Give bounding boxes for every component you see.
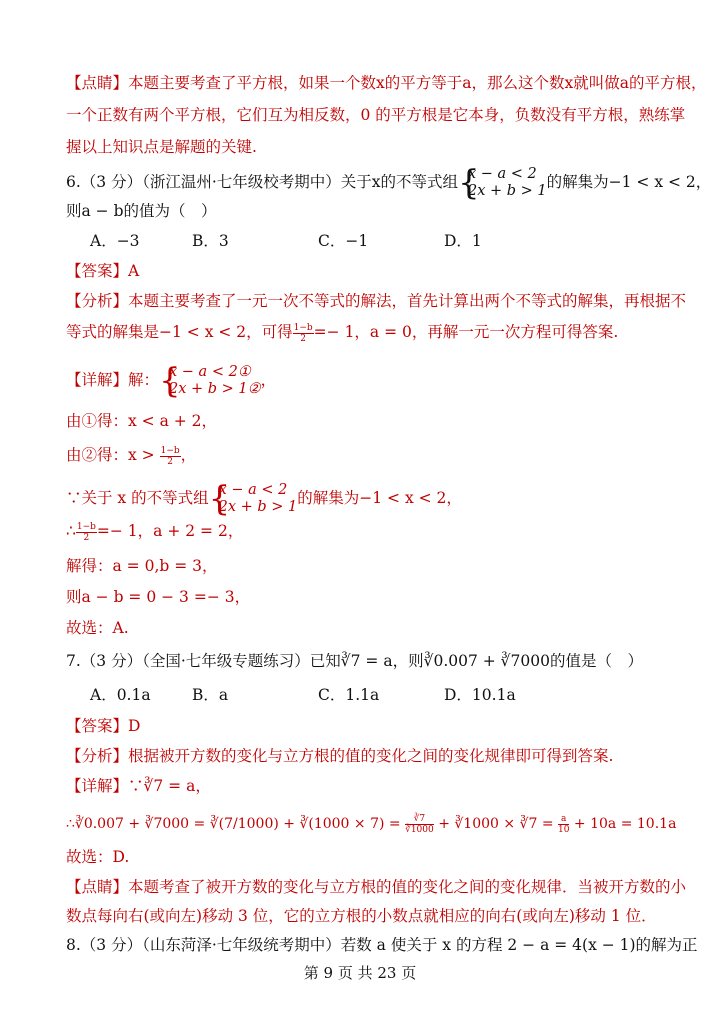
q6-answer: 【答案】A (66, 262, 140, 280)
q6-step4-post: =− 1，a + 2 = 2， (96, 522, 244, 540)
q6-step3-row2: 2x + b > 1 (218, 499, 298, 515)
q6-option-b: B．3 (192, 232, 229, 250)
q7-calc-frac1 (405, 814, 434, 835)
q6-step2-frac-den: 2 (167, 456, 173, 467)
q6-step2-post: ， (180, 446, 197, 464)
q6-detail-comma: ， (260, 371, 277, 389)
q6-analysis-fraction (293, 323, 314, 344)
q7-option-c: C．1.1a (318, 686, 380, 704)
q7-calc-post: + 10a = 10.1a (573, 816, 677, 832)
q6-step6: 则a − b = 0 − 3 =− 3， (66, 588, 251, 606)
q6-sys-row1: x − a < 2 (468, 166, 537, 182)
q6-option-a: A．−3 (90, 232, 140, 250)
q6-option-d: D．1 (444, 232, 482, 250)
q7-calc-frac1-num: ∛7 (405, 814, 434, 825)
q7-calc-frac2-num: a (558, 814, 569, 825)
q7-choose: 故选：D. (66, 848, 130, 866)
q7-option-d: D．10.1a (444, 686, 516, 704)
q6-step4-fraction (76, 522, 97, 543)
q6-stem-line2: 则a − b的值为（ ） (66, 202, 217, 220)
q6-step4-frac-den: 2 (83, 532, 90, 543)
q6-detail-label: 【详解】解： (66, 371, 160, 389)
q6-analysis-line1: 【分析】本题主要考查了一元一次不等式的解法，首先计算出两个不等式的解集，再根据不 (66, 292, 687, 310)
q6-detail (66, 361, 277, 401)
q6-step3-pre: ∵关于 x 的不等式组 (66, 489, 209, 507)
q6-fraction-num: 1−b (293, 322, 313, 333)
q7-calc-frac2-den: 10 (558, 824, 570, 835)
q7-comment-line2: 数点每向右(或向左)移动 3 位，它的立方根的小数点就相应的向右(或向左)移动 1 位． (66, 907, 657, 925)
q6-sys-row2: 2x + b > 1 (468, 183, 547, 199)
q7-detail: 【详解】∵∛7 = a， (66, 777, 211, 795)
q6-stem (66, 163, 712, 203)
q6-step5: 解得：a = 0,b = 3， (66, 557, 218, 575)
q6-step4-frac-num: 1−b (76, 521, 96, 532)
q6-detail-system: { x − a < 2① 2x + b > 1② (159, 361, 261, 401)
q6-step4 (66, 520, 243, 543)
q6-step3-row1: x − a < 2 (218, 482, 288, 498)
q6-step2 (66, 444, 196, 467)
q7-stem: 7.（3 分）（全国·七年级专题练习）已知∛7 = a，则∛0.007 + ∛7000的值是（ ） (66, 652, 643, 670)
q7-calc (66, 813, 676, 835)
q7-calc-mid: + ∛1000 × ∛7 = (438, 816, 554, 832)
q6-inequality-system: { x − a < 2 2x + b > 1 (458, 163, 547, 203)
q6-fraction-den: 2 (300, 333, 307, 344)
q7-option-a: A．0.1a (90, 686, 151, 704)
q7-calc-frac2 (558, 814, 569, 835)
q6-step2-pre: 由②得：x > (66, 446, 155, 464)
q6-detail-row1: x − a < 2① (169, 364, 251, 380)
q6-step2-frac-num: 1−b (160, 445, 180, 456)
q6-analysis-line2 (66, 321, 618, 344)
q6-step1: 由①得：x < a + 2， (66, 412, 218, 430)
page-footer: 第 9 页 共 23 页 (303, 964, 417, 982)
q8-stem: 8.（3 分）（山东菏泽·七年级统考期中）若数 a 使关于 x 的方程 2 − a = 4(x − 1)的解为正 (66, 936, 698, 954)
q6-step4-pre: ∴ (66, 522, 76, 540)
q6-step3-post: 的解集为−1 < x < 2， (297, 489, 462, 507)
q6-analysis-line2-pre: 等式的解集是−1 < x < 2，可得 (66, 323, 293, 341)
q5-comment-line1: 【点睛】本题主要考查了平方根，如果一个数x的平方等于a，那么这个数x就叫做a的平方根， (66, 74, 707, 92)
q6-step2-fraction (160, 446, 181, 467)
q6-step3 (66, 479, 462, 519)
q6-step3-system: { x − a < 2 2x + b > 1 (208, 479, 298, 519)
q7-answer: 【答案】D (66, 717, 141, 735)
q7-option-b: B．a (192, 686, 229, 704)
q7-calc-pre: ∴∛0.007 + ∛7000 = ∛(7/1000) + ∛(1000 × 7) = (66, 816, 401, 832)
q7-analysis: 【分析】根据被开方数的变化与立方根的值的变化之间的变化规律即可得到答案. (66, 747, 614, 765)
q7-comment-line1: 【点睛】本题考查了被开方数的变化与立方根的值的变化之间的变化规律．当被开方数的小 (66, 878, 687, 896)
q5-comment-line2: 一个正数有两个平方根，它们互为相反数，0 的平方根是它本身，负数没有平方根，熟练掌 (66, 106, 686, 124)
q6-option-c: C．−1 (318, 232, 369, 250)
q6-analysis-line2-post: =− 1，a = 0，再解一元一次方程可得答案. (313, 323, 619, 341)
q6-step7: 故选：A. (66, 619, 129, 637)
q6-stem-prefix: 6.（3 分）（浙江温州·七年级校考期中）关于x的不等式组 (66, 173, 458, 191)
q6-detail-row2: 2x + b > 1② (169, 381, 261, 397)
q6-stem-suffix: 的解集为−1 < x < 2， (546, 173, 712, 191)
q5-comment-line3: 握以上知识点是解题的关键. (66, 138, 257, 156)
q7-calc-frac1-den: ∛1000 (405, 824, 434, 835)
